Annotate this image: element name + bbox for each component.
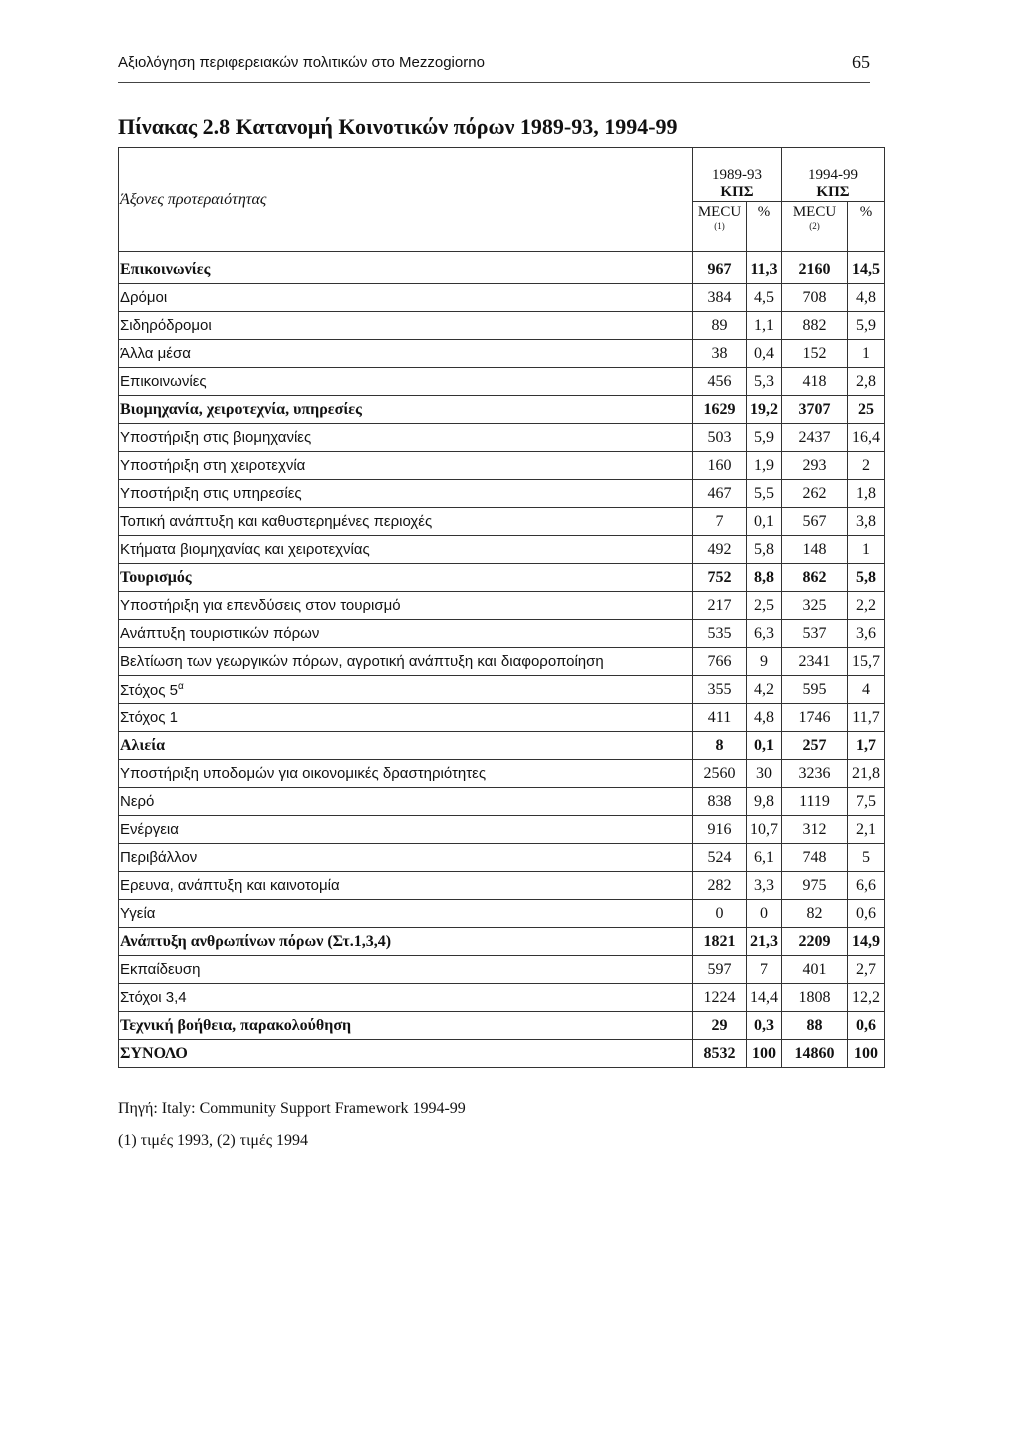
- row-label-text: Κτήματα βιομηχανίας και χειροτεχνίας: [120, 541, 370, 558]
- period-1-sub-label: ΚΠΣ: [720, 183, 754, 200]
- row-label: [119, 704, 693, 732]
- pct-1993-cell: 9,8: [747, 788, 782, 816]
- row-label: [119, 424, 693, 452]
- mecu-1993-cell: 838: [693, 788, 747, 816]
- table-row: [119, 508, 885, 536]
- row-label-text: Περιβάλλον: [120, 849, 198, 866]
- pct-1994-cell: 2: [848, 452, 885, 480]
- table-row: [119, 564, 885, 592]
- pct-1993-cell: 0: [747, 900, 782, 928]
- table-row: [119, 340, 885, 368]
- mecu-1994-cell: 257: [782, 732, 848, 760]
- row-label: [119, 564, 693, 592]
- row-label: [119, 284, 693, 312]
- pct-1993-cell: 10,7: [747, 816, 782, 844]
- allocation-table: [118, 147, 885, 1068]
- pct-1994-cell: 1,7: [848, 732, 885, 760]
- pct-1994-cell: 15,7: [848, 648, 885, 676]
- mecu-1993-cell: 8: [693, 732, 747, 760]
- pct-1993-cell: 5,3: [747, 368, 782, 396]
- pct-1994-cell: 5,9: [848, 312, 885, 340]
- pct-1994-cell: 12,2: [848, 984, 885, 1012]
- mecu-1994-cell: 975: [782, 872, 848, 900]
- row-label-text: Ανάπτυξη τουριστικών πόρων: [120, 625, 320, 642]
- mecu-1994-cell: 82: [782, 900, 848, 928]
- row-label-text: Ανάπτυξη ανθρωπίνων πόρων (Στ.1,3,4): [120, 932, 392, 950]
- mecu-1993-cell: 456: [693, 368, 747, 396]
- mecu-1994-cell: 537: [782, 620, 848, 648]
- period-2-sub-label: ΚΠΣ: [816, 183, 850, 200]
- row-label-text: Ενέργεια: [120, 821, 179, 838]
- mecu-1994-cell: 418: [782, 368, 848, 396]
- mecu-1994-cell: 2160: [782, 252, 848, 284]
- note-2-marker: (2): [809, 220, 820, 231]
- row-label-text: Τοπική ανάπτυξη και καθυστερημένες περιοχές: [120, 513, 433, 530]
- row-label-text: Βιομηχανία, χειροτεχνία, υπηρεσίες: [120, 400, 362, 418]
- pct-1993-cell: 5,8: [747, 536, 782, 564]
- table-header-row: [119, 148, 885, 202]
- table-row: [119, 760, 885, 788]
- mecu-2-label: MECU: [792, 204, 837, 220]
- row-label: [119, 928, 693, 956]
- table-row: [119, 424, 885, 452]
- table-row: [119, 592, 885, 620]
- row-label-text: Στόχος 1: [120, 709, 178, 726]
- table-row: [119, 928, 885, 956]
- pct-1994-cell: 21,8: [848, 760, 885, 788]
- table-row: [119, 480, 885, 508]
- pct-1994-cell: 2,1: [848, 816, 885, 844]
- pct-1994-cell: 11,7: [848, 704, 885, 732]
- row-label-text: Σιδηρόδρομοι: [120, 317, 212, 334]
- period-1-label: 1989-93: [712, 166, 762, 183]
- row-label: [119, 340, 693, 368]
- pct-1993-cell: 21,3: [747, 928, 782, 956]
- row-label-text: Βελτίωση των γεωργικών πόρων, αγροτική ανάπτυξη και διαφοροποίηση: [120, 653, 604, 670]
- period-2-label: 1994-99: [808, 166, 858, 183]
- mecu-1994-cell: 567: [782, 508, 848, 536]
- mecu-2-header: [782, 202, 848, 252]
- row-label-text: Δρόμοι: [120, 289, 168, 306]
- pct-1993-cell: 3,3: [747, 872, 782, 900]
- table-row: [119, 396, 885, 424]
- mecu-1994-cell: 148: [782, 536, 848, 564]
- mecu-1-header: [693, 202, 747, 252]
- footnotes: [118, 1100, 466, 1164]
- pct-1993-cell: 0,1: [747, 508, 782, 536]
- table-row: [119, 368, 885, 396]
- mecu-1993-cell: 217: [693, 592, 747, 620]
- row-label: [119, 760, 693, 788]
- row-label-superscript: α: [177, 680, 184, 692]
- pct-1994-cell: 1: [848, 340, 885, 368]
- period-2-header: [782, 148, 885, 202]
- pct-1-header: %: [747, 202, 782, 252]
- table-row: [119, 452, 885, 480]
- pct-1994-cell: 25: [848, 396, 885, 424]
- pct-1993-cell: 0,4: [747, 340, 782, 368]
- pct-1994-cell: 2,2: [848, 592, 885, 620]
- row-label: [119, 732, 693, 760]
- row-label: [119, 536, 693, 564]
- period-1-header: [693, 148, 782, 202]
- row-label: [119, 252, 693, 284]
- mecu-1994-cell: 1119: [782, 788, 848, 816]
- row-label: [119, 480, 693, 508]
- row-label-text: Ερευνα, ανάπτυξη και καινοτομία: [120, 877, 340, 894]
- mecu-1994-cell: 401: [782, 956, 848, 984]
- pct-1993-cell: 100: [747, 1040, 782, 1068]
- mecu-1-label: MECU: [697, 204, 742, 220]
- pct-1993-cell: 0,1: [747, 732, 782, 760]
- mecu-1994-cell: 748: [782, 844, 848, 872]
- pct-1994-cell: 0,6: [848, 900, 885, 928]
- row-label-text: Άλλα μέσα: [120, 345, 191, 362]
- row-label: [119, 1040, 693, 1068]
- mecu-1993-cell: 0: [693, 900, 747, 928]
- mecu-1993-cell: 1629: [693, 396, 747, 424]
- mecu-1994-cell: 293: [782, 452, 848, 480]
- table-row: [119, 872, 885, 900]
- row-label-text: Στόχοι 3,4: [120, 989, 187, 1006]
- pct-1993-cell: 19,2: [747, 396, 782, 424]
- row-label-text: Αλιεία: [120, 736, 166, 754]
- pct-1994-cell: 4,8: [848, 284, 885, 312]
- mecu-1993-cell: 467: [693, 480, 747, 508]
- mecu-1994-cell: 14860: [782, 1040, 848, 1068]
- table-row: [119, 312, 885, 340]
- pct-1994-cell: 5,8: [848, 564, 885, 592]
- row-label-text: Εκπαίδευση: [120, 961, 201, 978]
- mecu-1993-cell: 7: [693, 508, 747, 536]
- row-label-text: Υποστήριξη στη χειροτεχνία: [120, 457, 306, 474]
- table-row: [119, 536, 885, 564]
- pct-1993-cell: 1,1: [747, 312, 782, 340]
- page-header: [118, 52, 870, 83]
- mecu-1993-cell: 492: [693, 536, 747, 564]
- mecu-1993-cell: 967: [693, 252, 747, 284]
- row-label: [119, 396, 693, 424]
- pct-1993-cell: 1,9: [747, 452, 782, 480]
- pct-1994-cell: 1,8: [848, 480, 885, 508]
- row-label-text: ΣΥΝΟΛΟ: [120, 1044, 188, 1062]
- table-row: [119, 252, 885, 284]
- mecu-1993-cell: 2560: [693, 760, 747, 788]
- table-row: [119, 1012, 885, 1040]
- mecu-1993-cell: 916: [693, 816, 747, 844]
- running-title: Αξιολόγηση περιφερειακών πολιτικών στο Mezzogiorno: [118, 54, 485, 71]
- mecu-1994-cell: 708: [782, 284, 848, 312]
- row-label: [119, 592, 693, 620]
- pct-1993-cell: 6,1: [747, 844, 782, 872]
- mecu-1994-cell: 1746: [782, 704, 848, 732]
- mecu-1994-cell: 262: [782, 480, 848, 508]
- mecu-1993-cell: 503: [693, 424, 747, 452]
- row-label-text: Υγεία: [120, 905, 156, 922]
- pct-1993-cell: 6,3: [747, 620, 782, 648]
- mecu-1993-cell: 89: [693, 312, 747, 340]
- table-row: [119, 284, 885, 312]
- row-label: [119, 956, 693, 984]
- row-label: [119, 788, 693, 816]
- row-label: [119, 452, 693, 480]
- mecu-1993-cell: 535: [693, 620, 747, 648]
- table-row: [119, 676, 885, 704]
- mecu-1993-cell: 355: [693, 676, 747, 704]
- pct-1994-cell: 14,5: [848, 252, 885, 284]
- table-row: [119, 732, 885, 760]
- pct-1993-cell: 4,5: [747, 284, 782, 312]
- mecu-1994-cell: 3707: [782, 396, 848, 424]
- pct-1993-cell: 7: [747, 956, 782, 984]
- row-label: [119, 648, 693, 676]
- pct-1993-cell: 9: [747, 648, 782, 676]
- row-label-text: Επικοινωνίες: [120, 260, 211, 278]
- row-label-text: Νερό: [120, 793, 155, 810]
- row-label: [119, 844, 693, 872]
- note-1-marker: (1): [714, 220, 725, 231]
- row-label: [119, 816, 693, 844]
- row-label: [119, 312, 693, 340]
- pct-1994-cell: 4: [848, 676, 885, 704]
- table-row: [119, 844, 885, 872]
- row-label-text: Επικοινωνίες: [120, 373, 207, 390]
- row-label-text: Υποστήριξη στις βιομηχανίες: [120, 429, 312, 446]
- pct-1993-cell: 2,5: [747, 592, 782, 620]
- pct-1994-cell: 6,6: [848, 872, 885, 900]
- source-note: Πηγή: Italy: Community Support Framework 1994-99: [118, 1100, 466, 1117]
- mecu-1993-cell: 597: [693, 956, 747, 984]
- row-label: [119, 676, 693, 704]
- pct-2-header: %: [848, 202, 885, 252]
- table-row: [119, 984, 885, 1012]
- table-row: [119, 956, 885, 984]
- mecu-1994-cell: 595: [782, 676, 848, 704]
- mecu-1993-cell: 8532: [693, 1040, 747, 1068]
- mecu-1994-cell: 152: [782, 340, 848, 368]
- pct-1994-cell: 2,8: [848, 368, 885, 396]
- mecu-1994-cell: 325: [782, 592, 848, 620]
- mecu-1994-cell: 882: [782, 312, 848, 340]
- row-label: [119, 900, 693, 928]
- table-row: [119, 788, 885, 816]
- mecu-1994-cell: 312: [782, 816, 848, 844]
- table-row: [119, 648, 885, 676]
- pct-1994-cell: 2,7: [848, 956, 885, 984]
- mecu-1994-cell: 2437: [782, 424, 848, 452]
- pct-1993-cell: 5,9: [747, 424, 782, 452]
- table-row: [119, 620, 885, 648]
- row-label-text: Στόχος 5: [120, 681, 178, 699]
- pct-1993-cell: 0,3: [747, 1012, 782, 1040]
- mecu-1993-cell: 38: [693, 340, 747, 368]
- price-note: (1) τιμές 1993, (2) τιμές 1994: [118, 1132, 309, 1149]
- mecu-1994-cell: 2341: [782, 648, 848, 676]
- row-label: [119, 984, 693, 1012]
- axis-column-header: Άξονες προτεραιότητας: [119, 148, 693, 252]
- pct-1994-cell: 3,6: [848, 620, 885, 648]
- pct-1994-cell: 3,8: [848, 508, 885, 536]
- row-label: [119, 1012, 693, 1040]
- pct-1994-cell: 16,4: [848, 424, 885, 452]
- mecu-1993-cell: 1821: [693, 928, 747, 956]
- pct-1993-cell: 8,8: [747, 564, 782, 592]
- row-label: [119, 508, 693, 536]
- row-label: [119, 620, 693, 648]
- pct-1994-cell: 100: [848, 1040, 885, 1068]
- table-row: [119, 1040, 885, 1068]
- mecu-1994-cell: 1808: [782, 984, 848, 1012]
- mecu-1993-cell: 282: [693, 872, 747, 900]
- mecu-1993-cell: 1224: [693, 984, 747, 1012]
- page-number: 65: [852, 52, 870, 72]
- table-title: Πίνακας 2.8 Κατανομή Κοινοτικών πόρων 1989-93, 1994-99: [118, 114, 678, 139]
- pct-1993-cell: 14,4: [747, 984, 782, 1012]
- table-row: [119, 900, 885, 928]
- mecu-1993-cell: 29: [693, 1012, 747, 1040]
- pct-1993-cell: 30: [747, 760, 782, 788]
- row-label-text: Τουρισμός: [120, 568, 192, 586]
- mecu-1994-cell: 88: [782, 1012, 848, 1040]
- row-label-text: Υποστήριξη στις υπηρεσίες: [120, 485, 302, 502]
- table-row: [119, 704, 885, 732]
- mecu-1993-cell: 766: [693, 648, 747, 676]
- pct-1993-cell: 11,3: [747, 252, 782, 284]
- pct-1994-cell: 7,5: [848, 788, 885, 816]
- pct-1994-cell: 14,9: [848, 928, 885, 956]
- mecu-1993-cell: 411: [693, 704, 747, 732]
- row-label-text: Υποστήριξη για επενδύσεις στον τουρισμό: [120, 597, 401, 614]
- row-label-text: Τεχνική βοήθεια, παρακολούθηση: [120, 1016, 352, 1034]
- pct-1994-cell: 1: [848, 536, 885, 564]
- mecu-1993-cell: 524: [693, 844, 747, 872]
- pct-1994-cell: 5: [848, 844, 885, 872]
- table-row: [119, 816, 885, 844]
- mecu-1994-cell: 3236: [782, 760, 848, 788]
- mecu-1994-cell: 862: [782, 564, 848, 592]
- mecu-1993-cell: 752: [693, 564, 747, 592]
- pct-1993-cell: 4,2: [747, 676, 782, 704]
- row-label: [119, 368, 693, 396]
- pct-1993-cell: 4,8: [747, 704, 782, 732]
- mecu-1993-cell: 384: [693, 284, 747, 312]
- mecu-1994-cell: 2209: [782, 928, 848, 956]
- pct-1993-cell: 5,5: [747, 480, 782, 508]
- mecu-1993-cell: 160: [693, 452, 747, 480]
- row-label: [119, 872, 693, 900]
- row-label-text: Υποστήριξη υποδομών για οικονομικές δραστηριότητες: [120, 765, 487, 782]
- pct-1994-cell: 0,6: [848, 1012, 885, 1040]
